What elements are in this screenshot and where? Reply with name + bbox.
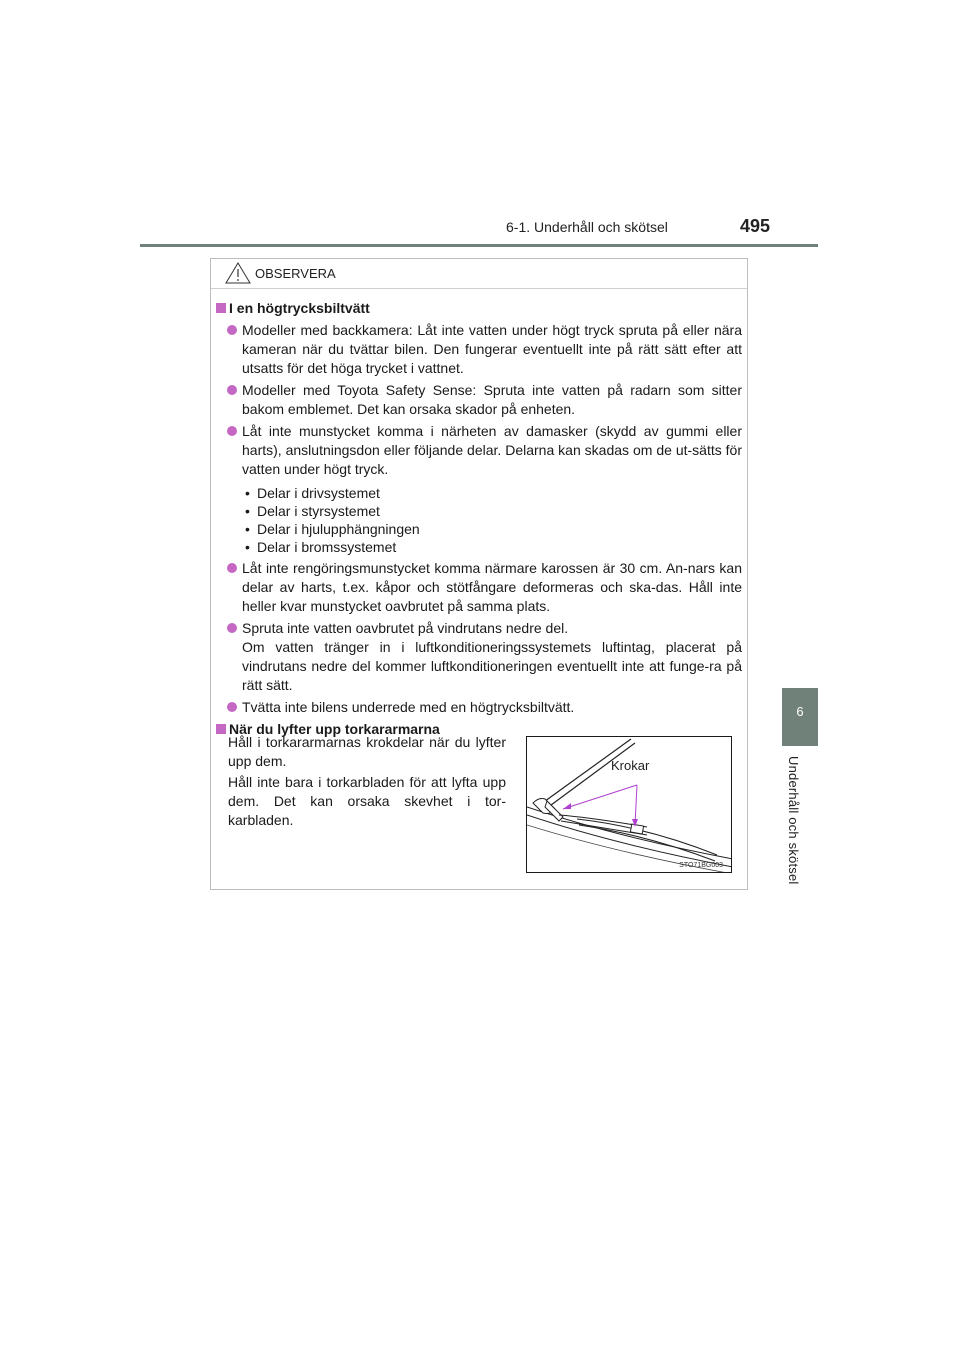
parts-sub-list [211, 484, 747, 556]
wiper-figure [526, 736, 732, 873]
square-bullet-icon [216, 724, 226, 734]
section-title-text: När du lyfter upp torkararmarna [229, 721, 440, 737]
bullet-text: Tvätta inte bilens underrede med en högtrycksbiltvätt. [242, 699, 575, 715]
square-bullet-icon [216, 303, 226, 313]
round-bullet-icon [227, 385, 237, 395]
notice-content [211, 299, 747, 742]
sub-list-item: • Delar i bromssystemet [211, 538, 747, 556]
notice-title: OBSERVERA [255, 266, 336, 281]
bullet-continuation-text: Om vatten tränger in i luftkonditioneringssystemets luftintag, placerat på vindrutans nedre del kommer luftkonditioneringen eventuellt inte att funge-ra på rätt sätt. [242, 639, 742, 693]
sub-list-item: • Delar i hjulupphängningen [211, 520, 747, 538]
round-bullet-icon [227, 623, 237, 633]
figure-label-hooks: Krokar [611, 758, 650, 773]
wiper-paragraph: Håll i torkararmarnas krokdelar när du lyfter upp dem. [228, 734, 506, 769]
chapter-tab-label: Underhåll och skötsel [786, 756, 801, 885]
page-number: 495 [740, 216, 771, 236]
header-rule [140, 244, 818, 247]
bullet-text: Låt inte rengöringsmunstycket komma närmare karossen är 30 cm. An-nars kan delar av harts, t.ex. kåpor och stötfångare deformeras och ska-das. Håll inte heller kvar munstycket oavbrutet på samma plats. [242, 560, 742, 614]
bullet-text: Spruta inte vatten oavbrutet på vindrutans nedre del. [242, 620, 569, 636]
round-bullet-icon [227, 325, 237, 335]
bullet-item [211, 381, 747, 419]
header-section-title: 6-1. Underhåll och skötsel [506, 219, 668, 235]
bullet-text: Låt inte munstycket komma i närheten av damasker (skydd av gummi eller harts), anslutningsdon eller följande delar. Delarna kan skadas om de ut-sätts för vatten under högt tryck. [242, 423, 742, 477]
bullet-text: Modeller med Toyota Safety Sense: Spruta inte vatten på radarn som sitter bakom emblemet. Det kan orsaka skador på enheten. [242, 382, 742, 417]
bullet-text: Modeller med backkamera: Låt inte vatten under högt tryck spruta på eller nära kameran när du tvättar bilen. Den fungerar eventuellt inte på rätt sätt efter att utsatts för det höga trycket i vattnet. [242, 322, 742, 376]
section-title-text: I en högtrycksbiltvätt [229, 300, 370, 316]
figure-code: STO71BG003 [679, 862, 723, 869]
sub-list-item: • Delar i drivsystemet [211, 484, 747, 502]
bullet-item [211, 321, 747, 378]
wiper-paragraph: Håll inte bara i torkarbladen för att lyfta upp dem. Det kan orsaka skevhet i tor-karbladen. [228, 774, 506, 828]
chapter-tab-number: 6 [796, 704, 804, 719]
bullet-item [211, 698, 747, 717]
section-title-high-pressure-wash [211, 299, 747, 318]
chapter-tab [782, 688, 818, 746]
notice-header [211, 259, 747, 289]
warning-triangle-icon [225, 262, 251, 284]
round-bullet-icon [227, 426, 237, 436]
round-bullet-icon [227, 702, 237, 712]
bullet-item [211, 422, 747, 479]
round-bullet-icon [227, 563, 237, 573]
sub-list-item: • Delar i styrsystemet [211, 502, 747, 520]
bullet-item [211, 559, 747, 616]
bullet-item [211, 619, 747, 695]
